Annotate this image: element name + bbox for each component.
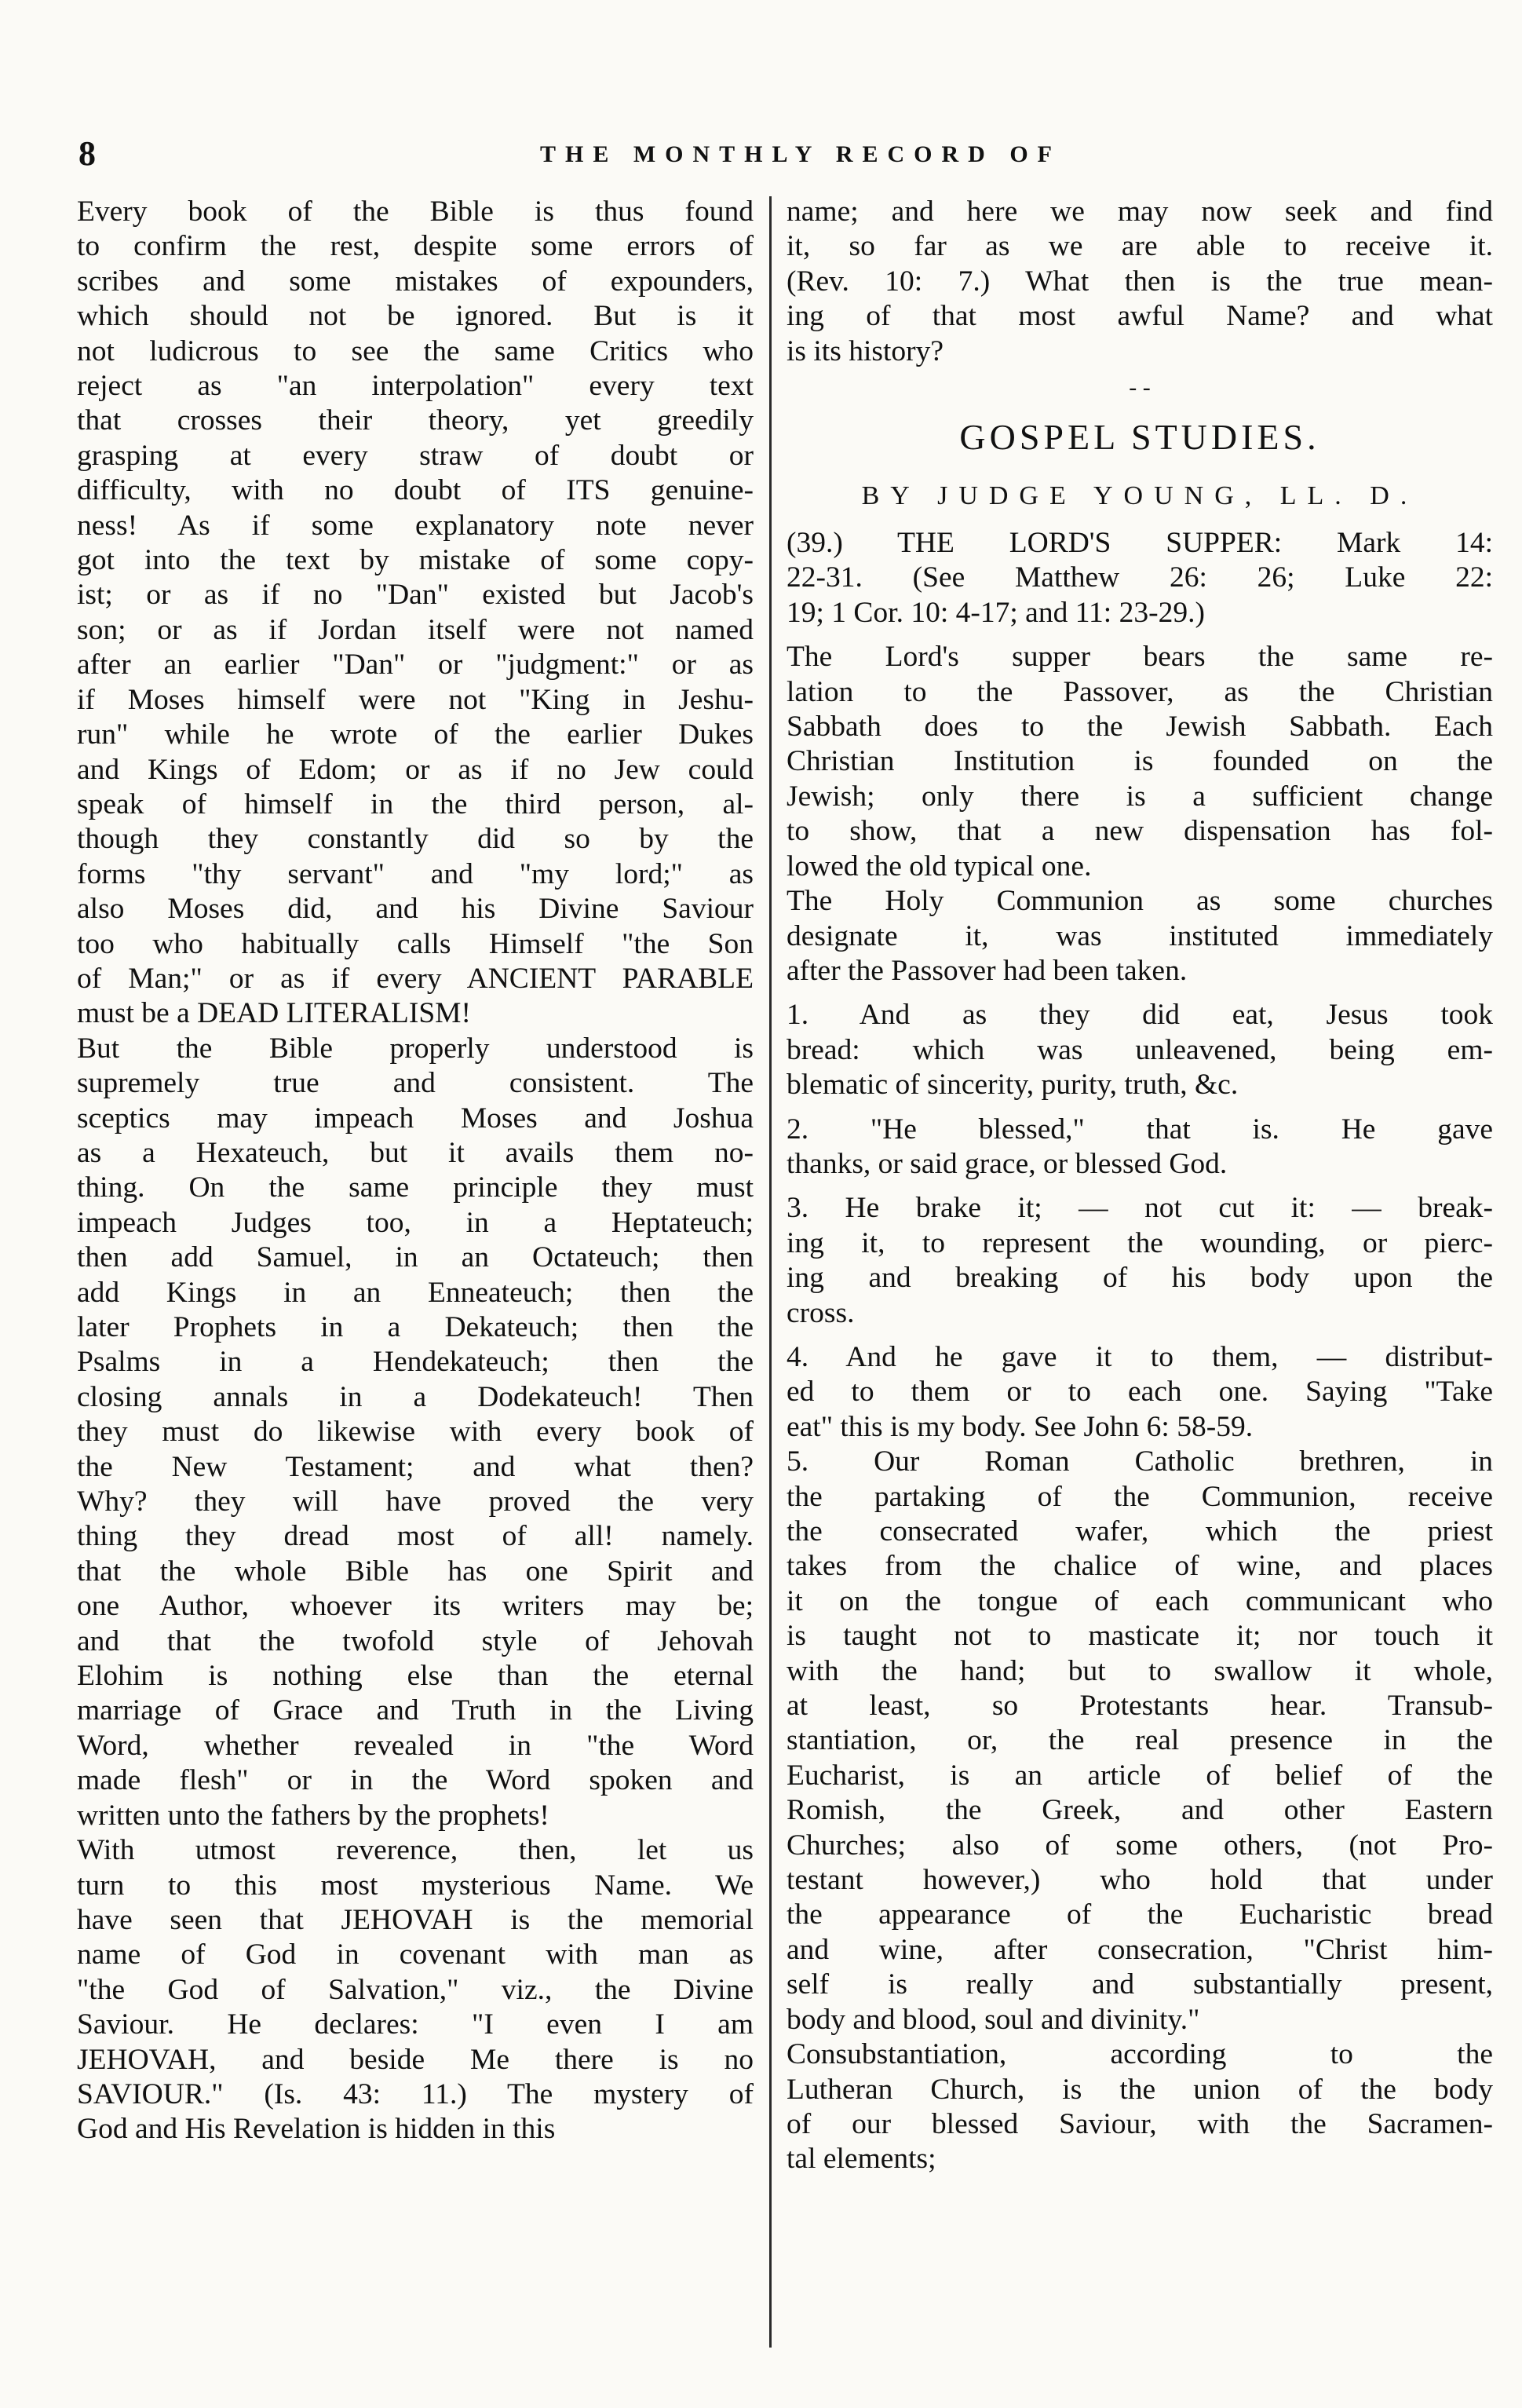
text-line: add Kings in an Enneateuch; then the xyxy=(77,1276,754,1309)
byline: BY JUDGE YOUNG, LL. D. xyxy=(861,481,1418,511)
text-line: scribes and some mistakes of expounders, xyxy=(77,265,754,298)
text-line: God and His Revelation is hidden in this xyxy=(77,2113,556,2146)
text-line: takes from the chalice of wine, and places xyxy=(787,1550,1493,1583)
running-title: THE MONTHLY RECORD OF xyxy=(540,141,1061,167)
text-line: the partaking of the Communion, receive xyxy=(787,1480,1493,1513)
text-line: ed to them or to each one. Saying "Take xyxy=(787,1376,1493,1409)
text-line: though they constantly did so by the xyxy=(77,823,754,856)
text-line: ing and breaking of his body upon the xyxy=(787,1262,1493,1295)
text-line: With utmost reverence, then, let us xyxy=(77,1834,754,1867)
text-line: lation to the Passover, as the Christian xyxy=(787,675,1493,708)
text-line: Christian Institution is founded on the xyxy=(787,745,1493,778)
text-line: stantiation, or, the real presence in the xyxy=(787,1724,1493,1757)
text-line: ist; or as if no "Dan" existed but Jacob's xyxy=(77,579,754,612)
text-line: at least, so Protestants hear. Transub- xyxy=(787,1690,1493,1723)
text-line: got into the text by mistake of some copy- xyxy=(77,544,754,577)
text-line: body and blood, soul and divinity." xyxy=(787,2003,1200,2036)
text-line: later Prophets in a Dekateuch; then the xyxy=(77,1311,754,1343)
numbered-paragraph xyxy=(787,998,1493,1102)
text-line: made flesh" or in the Word spoken and xyxy=(77,1764,754,1797)
text-line: Romish, the Greek, and other Eastern xyxy=(787,1794,1493,1827)
text-line: (39.) THE LORD'S SUPPER: Mark 14: xyxy=(787,527,1493,560)
text-line: The Lord's supper bears the same re- xyxy=(787,641,1493,674)
text-line: grasping at every straw of doubt or xyxy=(77,439,754,472)
text-line: after an earlier "Dan" or "judgment:" or as xyxy=(77,649,754,681)
paragraph xyxy=(77,1833,754,2147)
text-line: the appearance of the Eucharistic bread xyxy=(787,1898,1493,1931)
text-line: ing it, to represent the wounding, or pierc- xyxy=(787,1226,1493,1259)
text-line: is taught not to masticate it; nor touch it xyxy=(787,1620,1493,1653)
text-line: tal elements; xyxy=(787,2143,936,2176)
text-line: and that the twofold style of Jehovah xyxy=(77,1624,754,1657)
page-number: 8 xyxy=(78,134,96,173)
numbered-paragraph xyxy=(787,1113,1493,1182)
text-line: difficulty, with no doubt of ITS genuine- xyxy=(77,474,754,507)
text-line: forms "thy servant" and "my lord;" as xyxy=(77,857,754,890)
text-line: 2. "He blessed," that is. He gave xyxy=(787,1113,1493,1146)
text-line: it on the tongue of each communicant who xyxy=(787,1584,1493,1617)
text-line: the consecrated wafer, which the priest xyxy=(787,1515,1493,1547)
paragraph xyxy=(787,640,1493,884)
numbered-paragraph xyxy=(787,1191,1493,1331)
text-line: to confirm the rest, despite some errors of xyxy=(77,230,754,263)
text-line: JEHOVAH, and beside Me there is no xyxy=(77,2043,754,2076)
text-line: turn to this most mysterious Name. We xyxy=(77,1869,754,1902)
text-line: speak of himself in the third person, al- xyxy=(77,787,754,820)
text-line: cross. xyxy=(787,1296,855,1329)
text-line: lowed the old typical one. xyxy=(787,850,1092,882)
text-line: after the Passover had been taken. xyxy=(787,954,1188,987)
text-line: thing. On the same principle they must xyxy=(77,1171,754,1204)
text-line: which should not be ignored. But is it xyxy=(77,300,754,333)
text-line: it, so far as we are able to receive it. xyxy=(787,230,1493,263)
text-line: also Moses did, and his Divine Saviour xyxy=(77,893,754,926)
text-line: that the whole Bible has one Spirit and xyxy=(77,1555,754,1588)
text-line: as a Hexateuch, but it avails them no- xyxy=(77,1136,754,1169)
text-line: designate it, was instituted immediately xyxy=(787,919,1493,952)
text-line: reject as "an interpolation" every text xyxy=(77,370,754,403)
text-line: to show, that a new dispensation has fol- xyxy=(787,815,1493,848)
text-line: too who habitually calls Himself "the Son xyxy=(77,927,754,960)
text-line: blematic of sincerity, purity, truth, &c. xyxy=(787,1069,1239,1102)
text-line: ing of that most awful Name? and what xyxy=(787,300,1493,333)
text-line: Sabbath does to the Jewish Sabbath. Each xyxy=(787,711,1493,744)
section-divider: - - xyxy=(1129,375,1151,401)
text-line: not ludicrous to see the same Critics who xyxy=(77,334,754,367)
text-line: of Man;" or as if every ANCIENT PARABLE xyxy=(77,962,754,995)
text-line: Saviour. He declares: "I even I am xyxy=(77,2008,754,2041)
text-line: But the Bible properly understood is xyxy=(77,1032,754,1065)
text-line: must be a DEAD LITERALISM! xyxy=(77,997,472,1030)
text-line: self is really and substantially present, xyxy=(787,1968,1493,2001)
text-line: 4. And he gave it to them, — distribut- xyxy=(787,1340,1493,1373)
left-column xyxy=(77,195,754,2147)
text-line: son; or as if Jordan itself were not named xyxy=(77,613,754,646)
text-line: Consubstantiation, according to the xyxy=(787,2038,1493,2071)
text-line: closing annals in a Dodekateuch! Then xyxy=(77,1380,754,1413)
paragraph xyxy=(77,195,754,1032)
text-line: supremely true and consistent. The xyxy=(77,1067,754,1100)
text-line: "the God of Salvation," viz., the Divine xyxy=(77,1973,754,2006)
text-line: 1. And as they did eat, Jesus took xyxy=(787,999,1493,1032)
text-line: Elohim is nothing else than the eternal xyxy=(77,1660,754,1693)
text-line: the New Testament; and what then? xyxy=(77,1450,754,1483)
text-line: they must do likewise with every book of xyxy=(77,1416,754,1449)
text-line: 5. Our Roman Catholic brethren, in xyxy=(787,1445,1493,1478)
text-line: Every book of the Bible is thus found xyxy=(77,195,754,228)
text-line: ness! As if some explanatory note never xyxy=(77,509,754,542)
paragraph xyxy=(77,1032,754,1833)
text-line: then add Samuel, in an Octateuch; then xyxy=(77,1241,754,1274)
text-line: with the hand; but to swallow it whole, xyxy=(787,1654,1493,1687)
text-line: thing they dread most of all! namely. xyxy=(77,1520,754,1553)
text-line: testant however,) who hold that under xyxy=(787,1864,1493,1897)
text-line: eat" this is my body. See John 6: 58-59. xyxy=(787,1410,1254,1443)
column-divider xyxy=(769,196,772,2348)
paragraph xyxy=(787,2037,1493,2177)
text-line: name of God in covenant with man as xyxy=(77,1938,754,1971)
right-column xyxy=(787,195,1493,2177)
paragraph xyxy=(787,884,1493,988)
text-line: that crosses their theory, yet greedily xyxy=(77,404,754,437)
text-line: bread: which was unleavened, being em- xyxy=(787,1033,1493,1066)
numbered-paragraph xyxy=(787,1445,1493,2037)
text-line: SAVIOUR." (Is. 43: 11.) The mystery of xyxy=(77,2077,754,2110)
text-line: 3. He brake it; — not cut it: — break- xyxy=(787,1192,1493,1225)
numbered-paragraph xyxy=(787,1340,1493,1445)
text-line: is its history? xyxy=(787,334,944,367)
text-line: The Holy Communion as some churches xyxy=(787,885,1493,918)
text-line: and Kings of Edom; or as if no Jew could xyxy=(77,753,754,786)
text-line: Why? they will have proved the very xyxy=(77,1485,754,1518)
text-line: marriage of Grace and Truth in the Living xyxy=(77,1694,754,1727)
text-line: sceptics may impeach Moses and Joshua xyxy=(77,1102,754,1135)
text-line: name; and here we may now seek and find xyxy=(787,195,1493,228)
text-line: Psalms in a Hendekateuch; then the xyxy=(77,1346,754,1379)
text-line: one Author, whoever its writers may be; xyxy=(77,1590,754,1623)
text-line: and wine, after consecration, "Christ him- xyxy=(787,1933,1493,1966)
text-line: Jewish; only there is a sufficient change xyxy=(787,780,1493,813)
section-title: GOSPEL STUDIES. xyxy=(959,417,1320,458)
text-line: Word, whether revealed in "the Word xyxy=(77,1729,754,1762)
text-line: 22-31. (See Matthew 26: 26; Luke 22: xyxy=(787,561,1493,594)
paragraph xyxy=(787,195,1493,369)
text-line: (Rev. 10: 7.) What then is the true mean- xyxy=(787,265,1493,298)
text-line: 19; 1 Cor. 10: 4-17; and 11: 23-29.) xyxy=(787,596,1205,629)
text-line: run" while he wrote of the earlier Dukes xyxy=(77,718,754,751)
text-line: have seen that JEHOVAH is the memorial xyxy=(77,1903,754,1936)
text-line: if Moses himself were not "King in Jeshu- xyxy=(77,683,754,716)
text-line: Eucharist, is an article of belief of the xyxy=(787,1759,1493,1792)
text-line: Churches; also of some others, (not Pro- xyxy=(787,1829,1493,1862)
text-line: of our blessed Saviour, with the Sacramen- xyxy=(787,2107,1493,2140)
text-line: written unto the fathers by the prophets! xyxy=(77,1799,549,1832)
text-line: Lutheran Church, is the union of the body xyxy=(787,2073,1493,2106)
study-reference xyxy=(787,526,1493,630)
text-line: thanks, or said grace, or blessed God. xyxy=(787,1147,1228,1180)
text-line: impeach Judges too, in a Heptateuch; xyxy=(77,1206,754,1239)
